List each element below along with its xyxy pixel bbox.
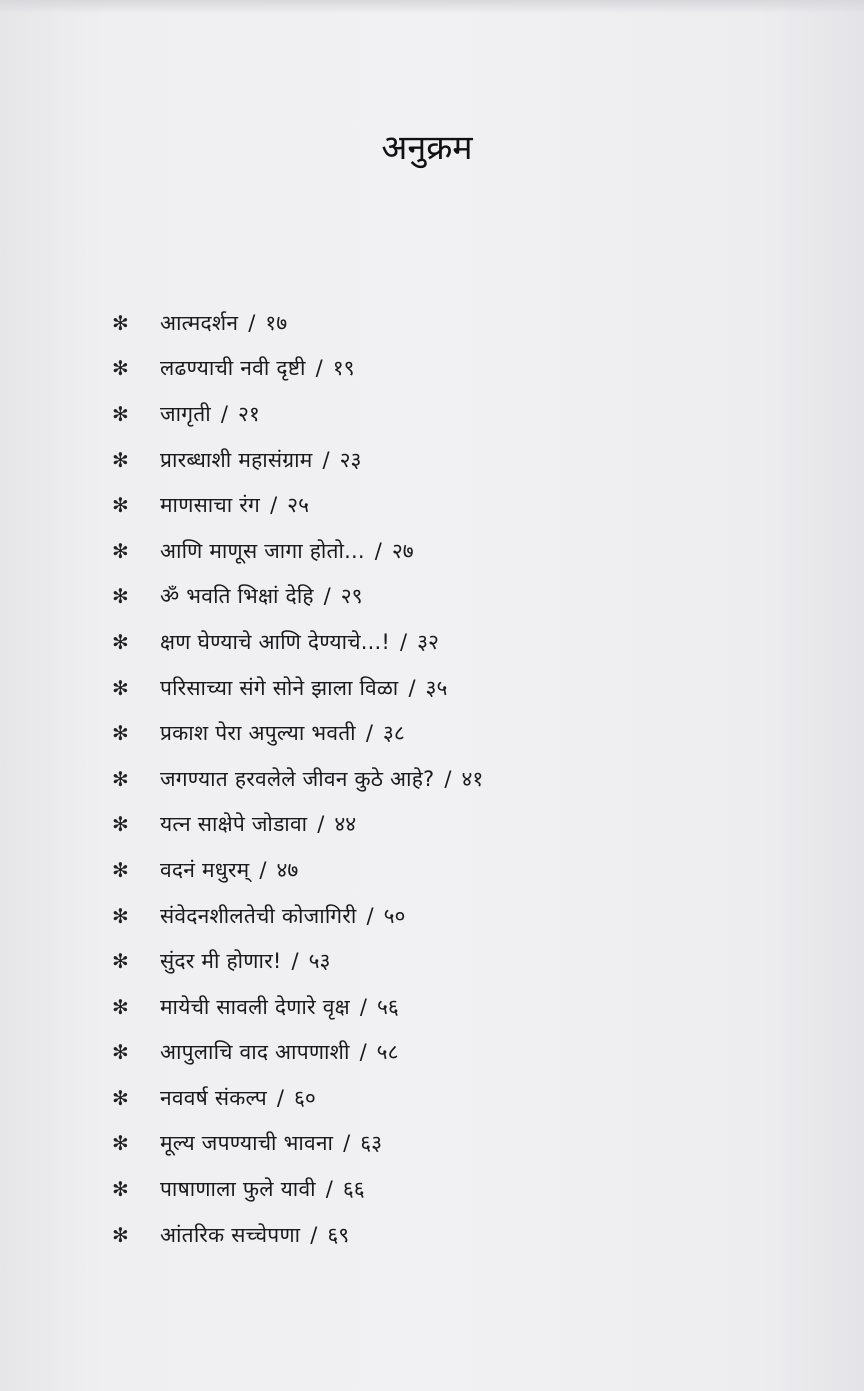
toc-entry-page-number: २३ [339, 447, 362, 472]
toc-entry-title: क्षण घेण्याचे आणि देण्याचे...! [160, 629, 391, 654]
toc-entry-title: आत्मदर्शन [160, 310, 239, 335]
toc-entry-separator: / [248, 310, 256, 335]
page-top-shadow [0, 0, 864, 14]
toc-entry-separator: / [366, 903, 374, 928]
toc-entry-title: संवेदनशीलतेची कोजागिरी [160, 903, 357, 928]
toc-entry-title: आंतरिक सच्चेपणा [160, 1222, 301, 1247]
toc-entry-separator: / [323, 584, 331, 609]
toc-entry-title: नववर्ष संकल्प [160, 1085, 267, 1110]
toc-entry-separator: / [365, 721, 373, 746]
toc-entry [112, 528, 483, 574]
toc-entry [112, 1166, 483, 1212]
asterisk-bullet-icon: ✻ [112, 356, 129, 381]
toc-entry-title: ॐ भवति भिक्षां देहि [160, 584, 314, 609]
toc-entry-title: परिसाच्या संगे सोने झाला विळा [160, 675, 399, 700]
asterisk-bullet-icon: ✻ [112, 675, 129, 700]
toc-entry-page-number: ३८ [382, 721, 405, 746]
asterisk-bullet-icon: ✻ [112, 721, 129, 746]
table-of-contents [112, 300, 483, 1257]
toc-entry-title: लढण्याची नवी दृष्टी [160, 356, 306, 381]
asterisk-bullet-icon: ✻ [112, 629, 129, 654]
toc-entry [112, 574, 483, 620]
asterisk-bullet-icon: ✻ [112, 310, 129, 335]
toc-entry-title: प्रारब्धाशी महासंग्राम [160, 447, 313, 472]
toc-entry-separator: / [317, 812, 325, 837]
toc-entry-title: आपुलाचि वाद आपणाशी [160, 1040, 350, 1065]
toc-entry-separator: / [322, 447, 330, 472]
toc-entry-page-number: ४१ [461, 766, 484, 791]
toc-entry-title: यत्न साक्षेपे जोडावा [160, 812, 308, 837]
toc-entry [112, 984, 483, 1030]
toc-entry-title: वदनं मधुरम् [160, 857, 250, 882]
toc-entry [112, 756, 483, 802]
asterisk-bullet-icon: ✻ [112, 584, 129, 609]
toc-entry-page-number: ६६ [342, 1177, 365, 1202]
toc-entry-separator: / [359, 994, 367, 1019]
asterisk-bullet-icon: ✻ [112, 538, 129, 563]
toc-entry [112, 665, 483, 711]
toc-entry-separator: / [359, 1040, 367, 1065]
toc-entry-separator: / [374, 538, 382, 563]
toc-entry-page-number: २१ [237, 401, 260, 426]
page-title-text: अनुक्रम [381, 128, 473, 168]
toc-entry [112, 1121, 483, 1167]
toc-entry-separator: / [408, 675, 416, 700]
toc-entry [112, 300, 483, 346]
toc-entry-title: सुंदर मी होणार! [160, 949, 282, 974]
toc-entry [112, 893, 483, 939]
toc-entry [112, 1075, 483, 1121]
asterisk-bullet-icon: ✻ [112, 1177, 129, 1202]
toc-entry-title: माणसाचा रंग [160, 493, 261, 518]
toc-entry-separator: / [315, 356, 323, 381]
toc-entry-page-number: ५६ [376, 994, 399, 1019]
toc-entry-separator: / [291, 949, 299, 974]
toc-entry-separator: / [259, 857, 267, 882]
toc-entry-title: पाषाणाला फुले यावी [160, 1177, 316, 1202]
asterisk-bullet-icon: ✻ [112, 1222, 129, 1247]
asterisk-bullet-icon: ✻ [112, 1131, 129, 1156]
toc-entry-page-number: ४७ [276, 857, 299, 882]
toc-entry-separator: / [400, 629, 408, 654]
toc-entry-page-number: ६९ [327, 1222, 350, 1247]
toc-entry-title: आणि माणूस जागा होतो... [160, 538, 365, 563]
toc-entry-page-number: ५८ [376, 1040, 399, 1065]
asterisk-bullet-icon: ✻ [112, 857, 129, 882]
toc-entry-page-number: ५० [383, 903, 406, 928]
toc-entry-page-number: २९ [340, 584, 363, 609]
asterisk-bullet-icon: ✻ [112, 447, 129, 472]
toc-entry-separator: / [220, 401, 228, 426]
toc-entry-title: मायेची सावली देणारे वृक्ष [160, 994, 350, 1019]
toc-entry [112, 391, 483, 437]
toc-entry [112, 1212, 483, 1258]
toc-entry-page-number: ६० [293, 1085, 316, 1110]
toc-entry [112, 710, 483, 756]
toc-entry-separator: / [325, 1177, 333, 1202]
toc-entry-page-number: १९ [332, 356, 355, 381]
toc-entry-page-number: ३५ [425, 675, 448, 700]
toc-entry-separator: / [444, 766, 452, 791]
toc-entry-page-number: ३२ [417, 629, 439, 654]
toc-entry-page-number: ४४ [334, 812, 357, 837]
toc-entry [112, 482, 483, 528]
toc-entry-title: जगण्यात हरवलेले जीवन कुठे आहे? [160, 766, 435, 791]
toc-entry [112, 346, 483, 392]
toc-entry [112, 1030, 483, 1076]
asterisk-bullet-icon: ✻ [112, 493, 129, 518]
toc-entry-page-number: २५ [287, 493, 309, 518]
toc-entry-page-number: ५३ [308, 949, 331, 974]
toc-entry-title: जागृती [160, 401, 211, 426]
toc-entry [112, 847, 483, 893]
asterisk-bullet-icon: ✻ [112, 1085, 129, 1110]
asterisk-bullet-icon: ✻ [112, 1040, 129, 1065]
asterisk-bullet-icon: ✻ [112, 903, 129, 928]
asterisk-bullet-icon: ✻ [112, 766, 129, 791]
asterisk-bullet-icon: ✻ [112, 401, 129, 426]
toc-entry-separator: / [343, 1131, 351, 1156]
page-title [0, 128, 864, 168]
toc-entry-page-number: ६३ [360, 1131, 383, 1156]
asterisk-bullet-icon: ✻ [112, 994, 129, 1019]
toc-entry-page-number: २७ [391, 538, 414, 563]
toc-entry [112, 802, 483, 848]
toc-entry-page-number: १७ [265, 310, 288, 335]
asterisk-bullet-icon: ✻ [112, 949, 129, 974]
toc-entry [112, 437, 483, 483]
toc-entry [112, 619, 483, 665]
toc-entry-separator: / [270, 493, 278, 518]
toc-entry-title: प्रकाश पेरा अपुल्या भवती [160, 721, 356, 746]
toc-entry-title: मूल्य जपण्याची भावना [160, 1131, 334, 1156]
toc-entry-separator: / [310, 1222, 318, 1247]
toc-entry-separator: / [276, 1085, 284, 1110]
asterisk-bullet-icon: ✻ [112, 812, 129, 837]
toc-entry [112, 938, 483, 984]
